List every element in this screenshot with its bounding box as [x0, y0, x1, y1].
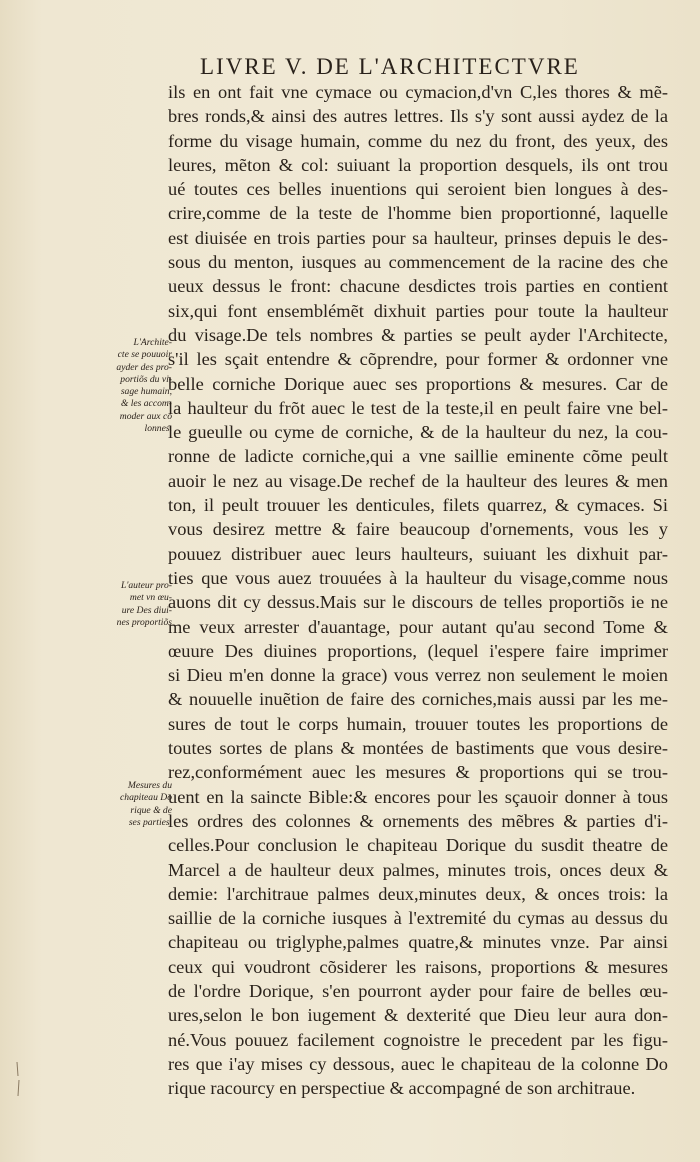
margin-note-line: cte se pouuoir [117, 349, 172, 361]
margin-note-line: chapiteau Do [120, 792, 172, 804]
text-line: res que i'ay mises cy dessous, auec le chapiteau de la colonne Do [168, 1053, 668, 1074]
text-line: né.Vous pouuez facilement cognoistre le precedent par les figu- [168, 1029, 668, 1050]
text-line: leures, mẽton & col: suiuant la proportion desquels, ils ont trou [168, 154, 668, 175]
margin-note-line: rique & de [130, 804, 172, 816]
text-line: si Dieu m'en donne la grace) vous verrez non seulement le moien [168, 665, 668, 686]
margin-note-line: ses parties. [128, 816, 172, 828]
text-line: belle corniche Dorique auec ses proportions & mesures. Car de [168, 373, 668, 394]
text-line: est diuisée en trois parties pour sa haulteur, prinses depuis le des- [168, 227, 668, 248]
text-line: Marcel a de haulteur deux palmes, minutes trois, onces deux & [168, 859, 668, 880]
margin-note-line: moder aux co [119, 410, 172, 422]
text-line: œuure Des diuines proportions, (lequel i'espere faire imprimer [168, 640, 668, 661]
margin-note-line: ure Des diui- [121, 604, 172, 616]
margin-note-line: & les accom- [120, 398, 172, 410]
margin-note-line: lonnes. [144, 423, 172, 435]
text-line: du visage.De tels nombres & parties se peult ayder l'Architecte, [168, 324, 668, 345]
text-line: ils en ont fait vne cymace ou cymacion,d'vn C,les thores & mẽ- [168, 82, 668, 102]
text-line: auons dit cy dessus.Mais sur le discours de telles proportiõs ie ne [168, 592, 668, 613]
body-text [168, 80, 668, 1100]
margin-note-architecte [112, 337, 172, 435]
text-line: de l'ordre Dorique, s'en pourront ayder pour faire de belles œu- [168, 980, 668, 1001]
text-line: chapiteau ou triglyphe,palmes quatre,& minutes vnze. Par ainsi [168, 932, 668, 953]
text-line: demie: l'architraue palmes deux,minutes deux, & onces trois: la [168, 883, 668, 904]
text-line: crire,comme de la teste de l'homme bien proportionné, laquelle [168, 203, 668, 224]
text-line: sures de tout le corps humain, trouuer toutes les proportions de [168, 713, 668, 734]
margin-note-line: L'auteur pro- [121, 580, 172, 591]
margin-note-line: nes proportiõs [116, 616, 172, 628]
text-line: forme du visage humain, comme du nez du front, des yeux, des [168, 130, 668, 151]
text-line: celles.Pour conclusion le chapiteau Dorique du susdit theatre de [168, 835, 668, 856]
text-line: ures,selon le bon iugement & dexterité que Dieu leur aura don- [168, 1005, 668, 1026]
text-line: vous desirez mettre & faire beaucoup d'ornements, vous les y [168, 519, 668, 540]
text-line: la haulteur du frõt auec le test de la teste,il en peult faire vne bel- [168, 397, 668, 418]
margin-note-line: L'Archite- [133, 337, 172, 348]
margin-note-auteur-promet [112, 580, 172, 629]
text-line: ceux qui voudront cõsiderer les raisons, proportions & mesures [168, 956, 668, 977]
text-line: ronne de ladicte corniche,qui a vne saillie eminente cõme peult [168, 446, 668, 467]
text-line: les ordres des colonnes & ornements des mẽbres & parties d'i- [168, 810, 668, 831]
text-line: six,qui font ensemblémẽt dixhuit parties pour toute la haulteur [168, 300, 668, 321]
text-line: ton, il peult trouuer les denticules, filets quarrez, & cymaces. Si [168, 495, 668, 516]
text-line: pouuez distribuer auec leurs haulteurs, suiuant les dixhuit par- [168, 543, 668, 564]
margin-note-mesures-chapiteau [112, 780, 172, 829]
text-line: s'il les sçait entendre & cõprendre, pour former & ordonner vne [168, 349, 668, 370]
margin-note-line: met vn œu- [129, 592, 172, 604]
text-line: rez,conformément auec les mesures & proportions qui se trou- [168, 762, 668, 783]
margin-note-line: sage humain, [120, 386, 172, 398]
text-line: le gueulle ou cyme de corniche, & de la haulteur du nez, la cou- [168, 422, 668, 443]
text-line: saillie de la corniche iusques à l'extremité du cymas au dessus du [168, 908, 668, 929]
margin-note-line: Mesures du [127, 780, 172, 791]
text-line: uent en la saincte Bible:& encores pour les sçauoir donner à tous [168, 786, 668, 807]
running-head: LIVRE V. DE L'ARCHITECTVRE [200, 54, 580, 79]
margin-note-line: ayder des pro- [116, 361, 172, 373]
text-line: bres ronds,& ainsi des autres lettres. Ils s'y sont aussi aydez de la [168, 106, 668, 127]
text-line: me veux arrester d'auantage, pour autant qu'au second Tome & [168, 616, 668, 637]
text-line: ueux dessus le front: chacune desdictes trois parties en contient [168, 276, 668, 297]
text-line: toutes sortes de plans & montées de bastiments que vous desire- [168, 738, 668, 759]
text-line: & nouuelle inuẽtion de faire des corniches,mais aussi par les me- [168, 689, 668, 710]
text-line: auoir le nez au visage.De rechef de la haulteur des leures & men [168, 470, 668, 491]
margin-note-line: portiõs du vi- [120, 373, 172, 385]
text-line: ué toutes ces belles inuentions qui seroient bien longues à des- [168, 179, 668, 200]
text-line: sous du menton, iusques au commencement de la racine des che [168, 252, 668, 273]
text-line: rique racourcy en perspectiue & accompagné de son architraue. [168, 1078, 636, 1099]
text-line: ties que vous auez trouuées à la haulteur du visage,comme nous [168, 567, 668, 588]
page-speck-marks [14, 1060, 22, 1100]
